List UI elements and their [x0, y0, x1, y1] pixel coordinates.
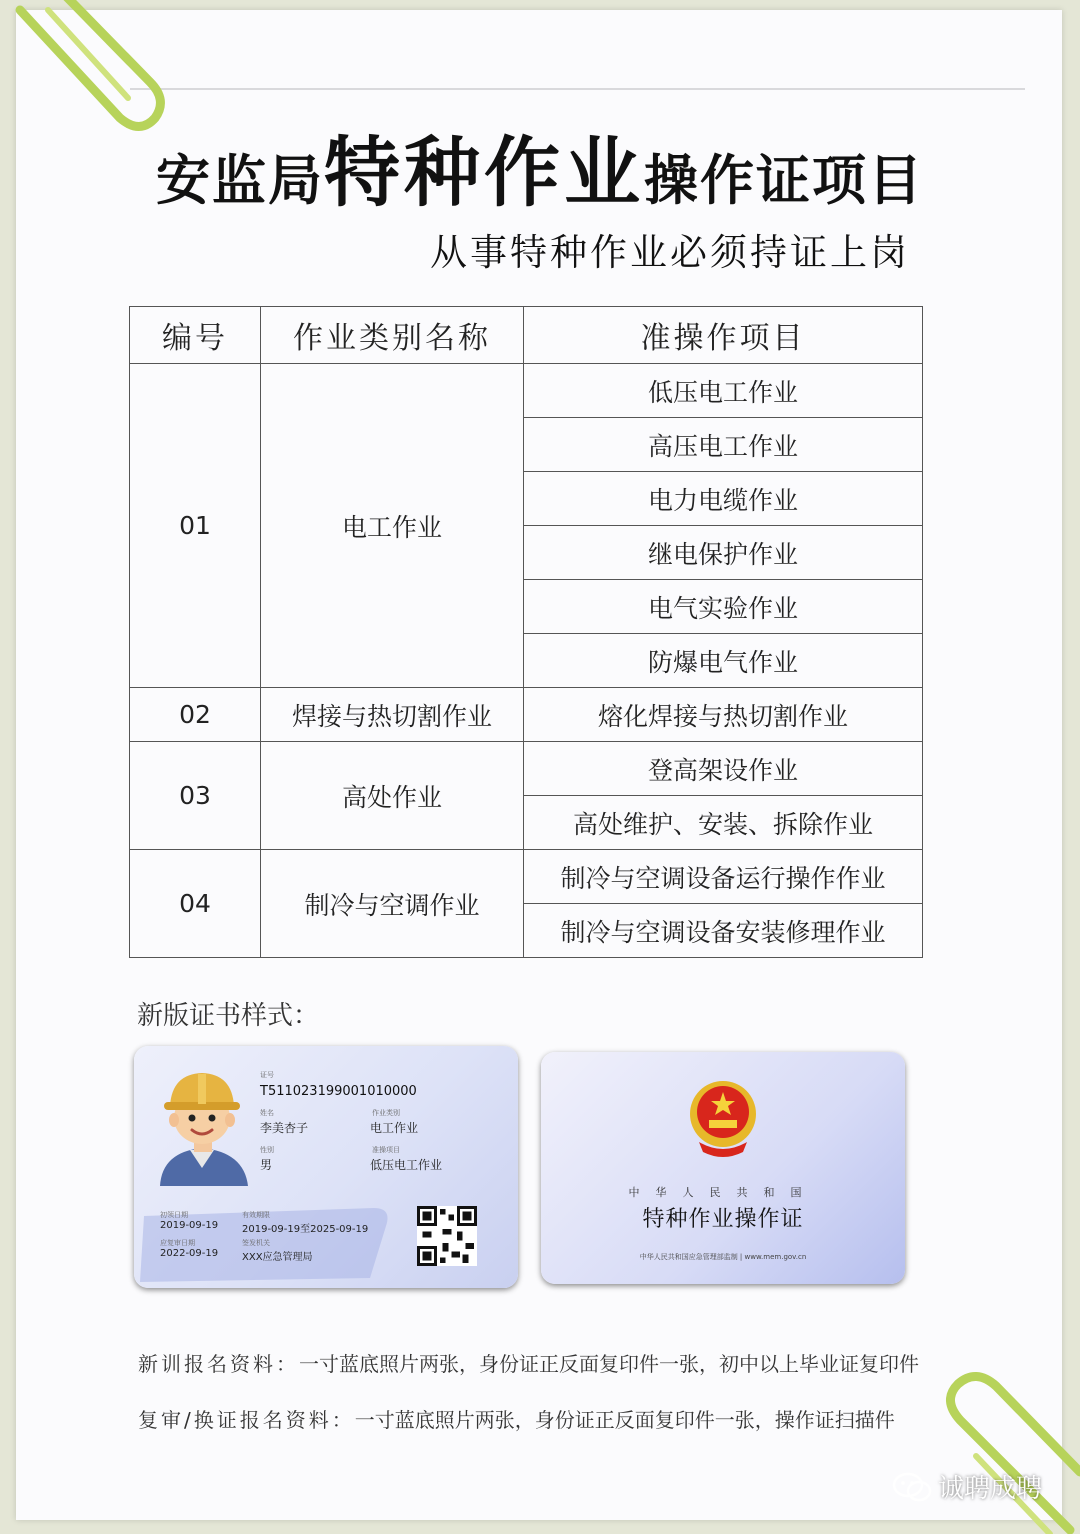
- item-cell: 制冷与空调设备安装修理作业: [524, 904, 923, 958]
- item-cell: 电气实验作业: [524, 580, 923, 634]
- certificate-card-back: [541, 1052, 905, 1284]
- item-cell: 防爆电气作业: [524, 634, 923, 688]
- validity-label: 有效期限: [242, 1211, 270, 1219]
- category-label: 作业类别: [372, 1109, 400, 1117]
- qr-code-icon: [417, 1206, 477, 1266]
- worker-avatar-icon: [152, 1068, 254, 1186]
- title-part-3: 操作证项目: [644, 149, 924, 212]
- issuer-footer: 中华人民共和国应急管理部监制 | www.mem.gov.cn: [639, 1253, 807, 1261]
- certificate-card-front: [134, 1046, 518, 1288]
- table-row: [130, 850, 923, 904]
- watermark-text: 诚聘成聘: [938, 1474, 1043, 1504]
- group-category: 焊接与热切割作业: [261, 688, 524, 742]
- id-label: 证号: [260, 1071, 274, 1079]
- project-label: 准操项目: [372, 1146, 400, 1154]
- operation-items-table: [129, 306, 923, 958]
- table-row: [130, 742, 923, 796]
- group-code: 04: [130, 850, 261, 958]
- table-header-row: [130, 307, 923, 364]
- item-cell: 高处维护、安装、拆除作业: [524, 796, 923, 850]
- first-issue-date: 2019-09-19: [160, 1220, 219, 1231]
- requirement-text: 一寸蓝底照片两张，身份证正反面复印件一张，初中以上毕业证复印件: [299, 1352, 919, 1376]
- title-part-2: 特种作业: [324, 128, 644, 217]
- first-issue-label: 初领日期: [160, 1211, 188, 1219]
- watermark: [892, 1468, 1042, 1505]
- group-code: 01: [130, 364, 261, 688]
- issuing-authority: XXX应急管理局: [242, 1252, 313, 1263]
- group-code: 02: [130, 688, 261, 742]
- country-name: 中华人民共和国: [628, 1186, 818, 1199]
- group-category: 高处作业: [261, 742, 524, 850]
- item-cell: 继电保护作业: [524, 526, 923, 580]
- item-cell: 登高架设作业: [524, 742, 923, 796]
- item-cell: 高压电工作业: [524, 418, 923, 472]
- requirement-new-training: [138, 1348, 919, 1377]
- table-row: [130, 364, 923, 418]
- item-cell: 低压电工作业: [524, 364, 923, 418]
- requirement-renewal: [138, 1404, 895, 1433]
- authority-label: 签发机关: [242, 1239, 270, 1247]
- national-emblem-icon: [685, 1078, 761, 1158]
- certificate-title: 特种作业操作证: [642, 1207, 804, 1232]
- group-code: 03: [130, 742, 261, 850]
- item-cell: 电力电缆作业: [524, 472, 923, 526]
- holder-name: 李美杏子: [260, 1121, 309, 1135]
- requirement-label: 新训报名资料：: [138, 1352, 299, 1376]
- item-cell: 制冷与空调设备运行操作作业: [524, 850, 923, 904]
- requirement-text: 一寸蓝底照片两张，身份证正反面复印件一张，操作证扫描件: [354, 1408, 895, 1432]
- cert-section-label: 新版证书样式：: [137, 1001, 320, 1031]
- name-label: 姓名: [260, 1109, 274, 1117]
- item-cell: 熔化焊接与热切割作业: [524, 688, 923, 742]
- wechat-icon: [892, 1472, 932, 1502]
- header-category: 作业类别名称: [261, 307, 524, 364]
- header-code: 编号: [130, 307, 261, 364]
- page-title: [156, 112, 924, 221]
- validity-period: 2019-09-19至2025-09-19: [242, 1224, 369, 1235]
- group-category: 制冷与空调作业: [261, 850, 524, 958]
- top-divider: [130, 88, 1025, 90]
- holder-gender: 男: [260, 1158, 273, 1172]
- review-date: 2022-09-19: [160, 1248, 219, 1259]
- requirement-label: 复审/换证报名资料：: [138, 1408, 355, 1432]
- id-number: T511023199001010000: [260, 1084, 417, 1099]
- review-label: 应复审日期: [160, 1239, 195, 1247]
- gender-label: 性别: [260, 1146, 274, 1154]
- page-subtitle: 从事特种作业必须持证上岗: [430, 231, 910, 274]
- table-row: [130, 688, 923, 742]
- header-items: 准操作项目: [524, 307, 923, 364]
- holder-category: 电工作业: [370, 1121, 419, 1135]
- holder-project: 低压电工作业: [370, 1158, 443, 1172]
- group-category: 电工作业: [261, 364, 524, 688]
- title-part-1: 安监局: [156, 149, 324, 212]
